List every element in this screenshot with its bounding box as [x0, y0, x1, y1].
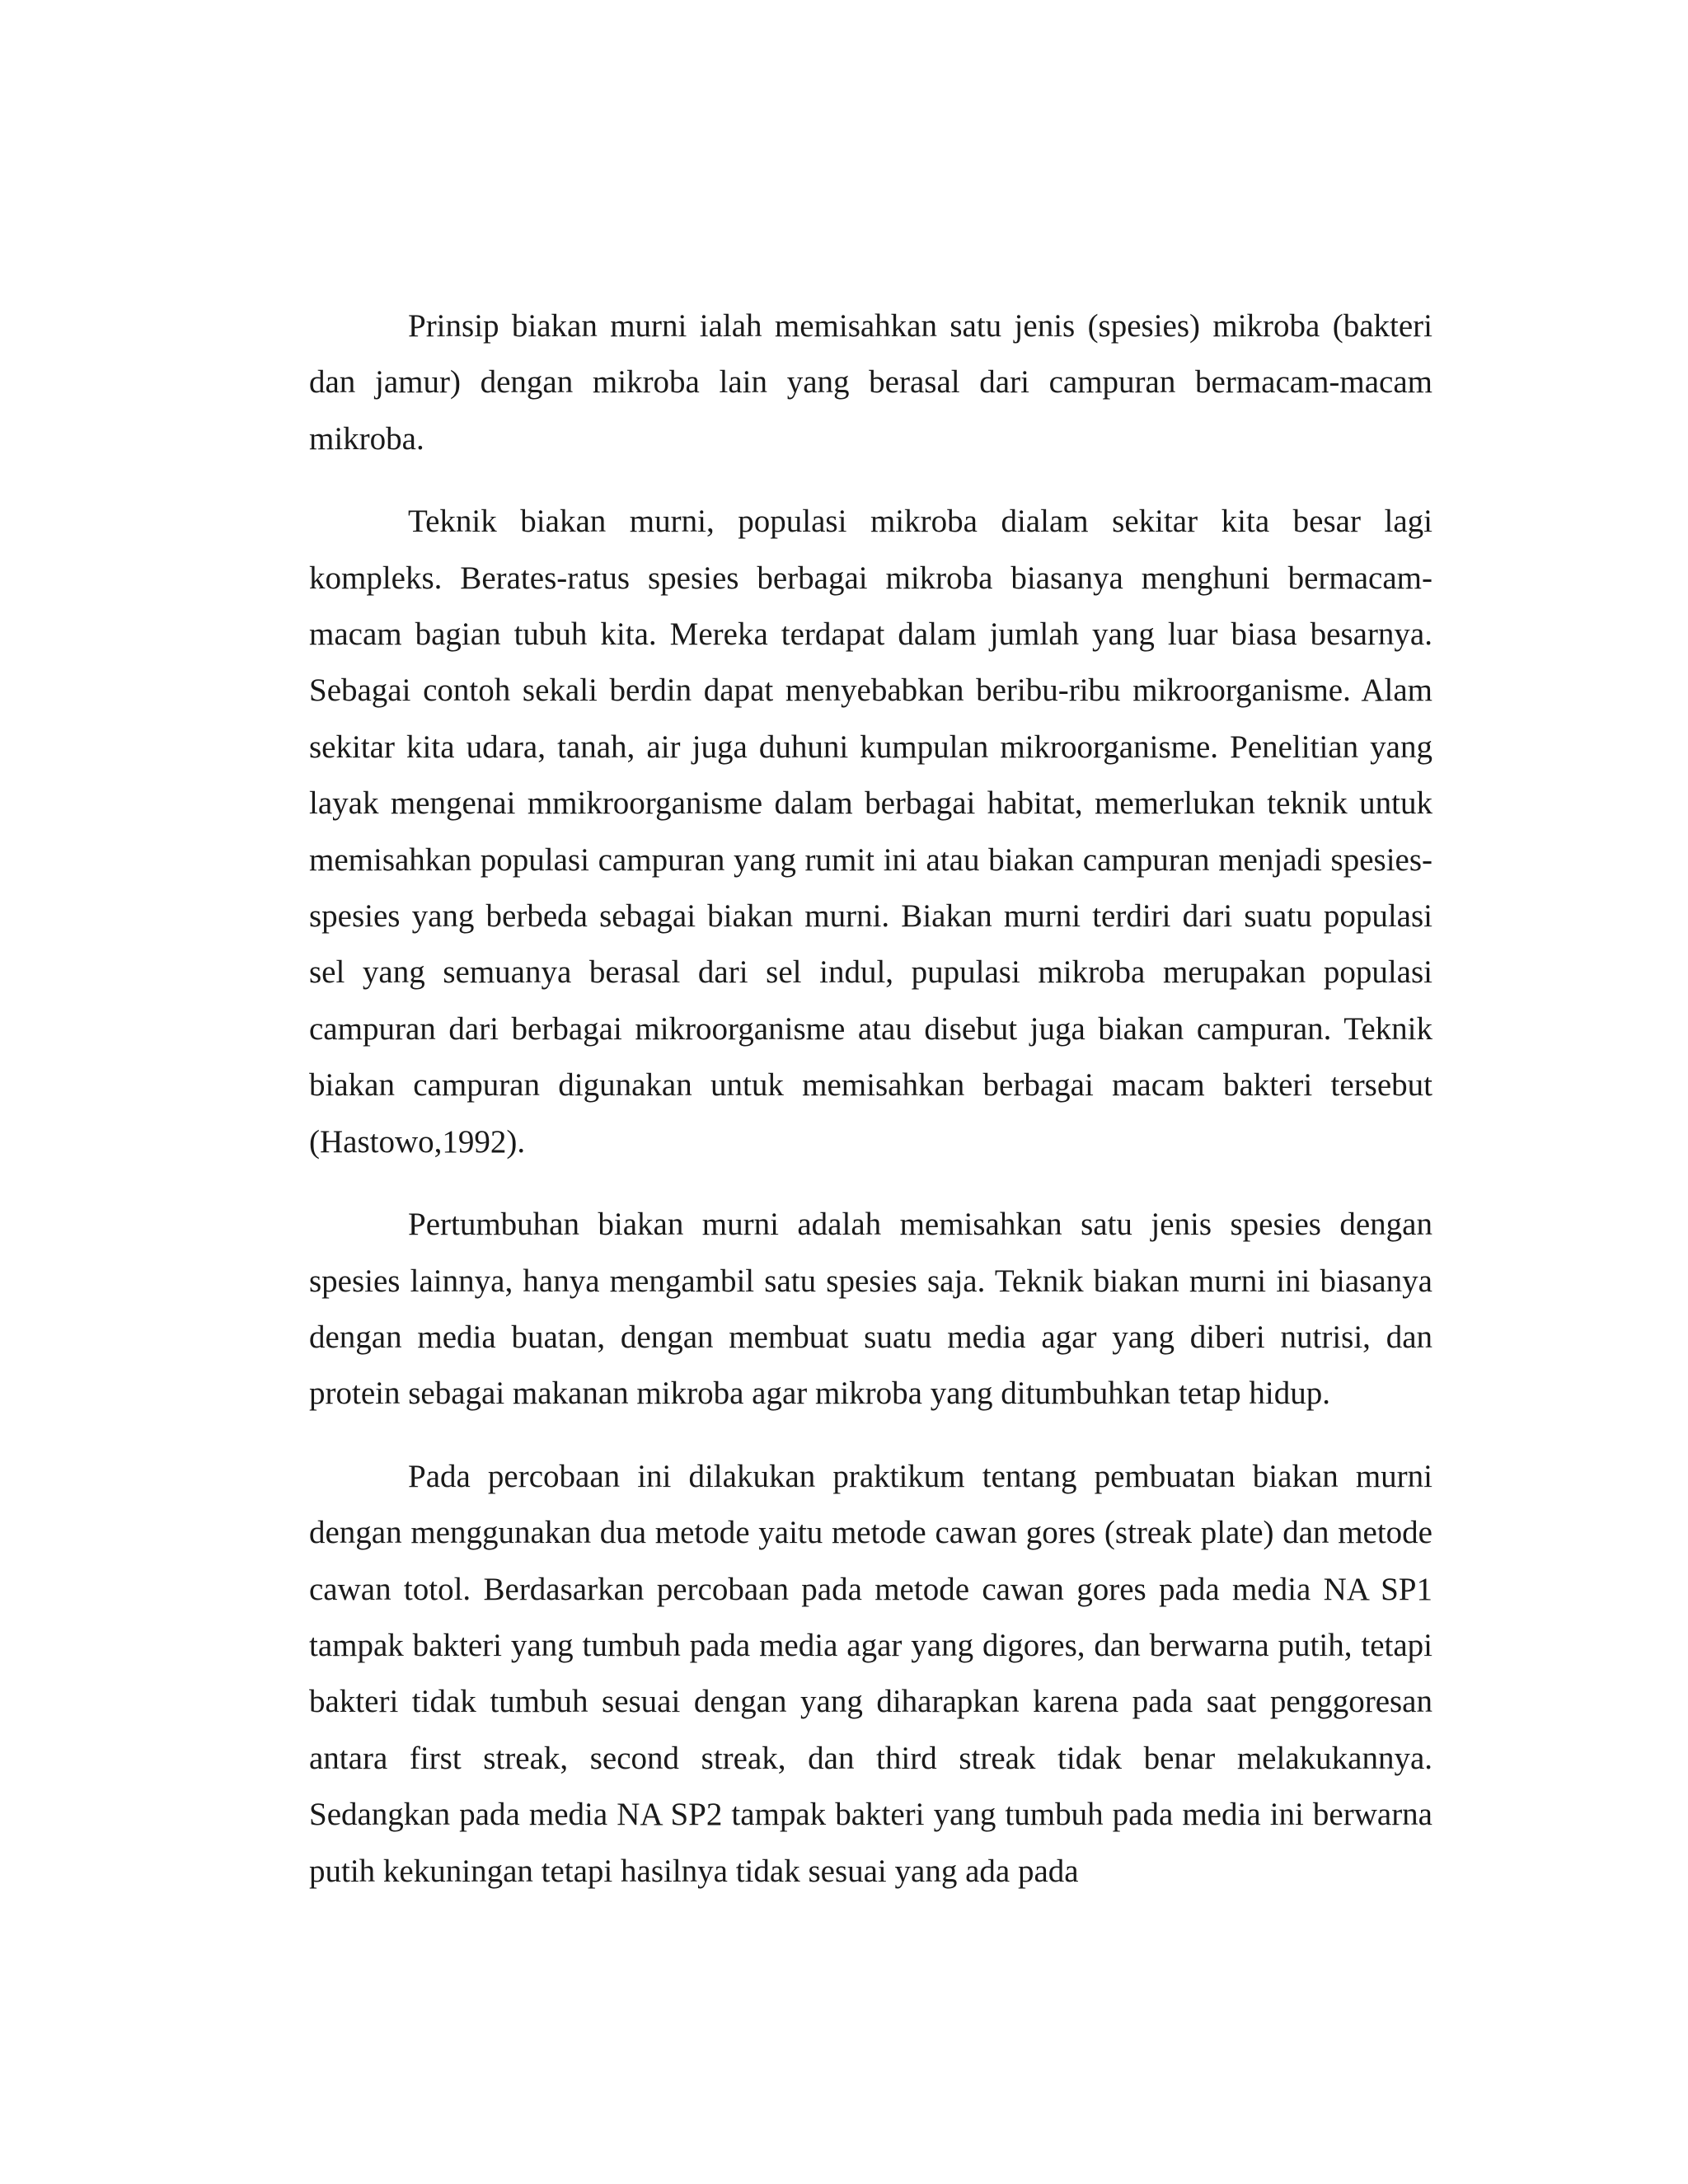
paragraph-2: Teknik biakan murni, populasi mikroba dialam sekitar kita besar lagi kompleks. Berates-ratus spesies berbagai mikroba biasanya menghuni bermacam-macam bagian tubuh kita. Mereka terdapat dalam jumlah yang luar biasa besarnya. Sebagai contoh sekali berdin dapat menyebabkan beribu-ribu mikroorganisme. Alam sekitar kita udara, tanah, air juga duhuni kumpulan mikroorganisme. Penelitian yang layak mengenai mmikroorganisme dalam berbagai habitat, memerlukan teknik untuk memisahkan populasi campuran yang rumit ini atau biakan campuran menjadi spesies-spesies yang berbeda sebagai biakan murni. Biakan murni terdiri dari suatu populasi sel yang semuanya berasal dari sel indul, pupulasi mikroba merupakan populasi campuran dari berbagai mikroorganisme atau disebut juga biakan campuran. Teknik biakan campuran digunakan untuk memisahkan berbagai macam bakteri tersebut (Hastowo,1992).	[309, 504, 1432, 1160]
document-body	[309, 298, 1432, 1900]
paragraph-3: Pertumbuhan biakan murni adalah memisahkan satu jenis spesies dengan spesies lainnya, hanya mengambil satu spesies saja. Teknik biakan murni ini biasanya dengan media buatan, dengan membuat suatu media agar yang diberi nutrisi, dan protein sebagai makanan mikroba agar mikroba yang ditumbuhkan tetap hidup.	[309, 1207, 1432, 1412]
paragraph-1: Prinsip biakan murni ialah memisahkan satu jenis (spesies) mikroba (bakteri dan jamur) dengan mikroba lain yang berasal dari campuran bermacam-macam mikroba.	[309, 308, 1432, 457]
paragraph-4: Pada percobaan ini dilakukan praktikum tentang pembuatan biakan murni dengan menggunakan dua metode yaitu metode cawan gores (streak plate) dan metode cawan totol. Berdasarkan percobaan pada metode cawan gores pada media NA SP1 tampak bakteri yang tumbuh pada media agar yang digores, dan berwarna putih, tetapi bakteri tidak tumbuh sesuai dengan yang diharapkan karena pada saat penggoresan antara first streak, second streak, dan third streak tidak benar melakukannya. Sedangkan pada media NA SP2 tampak bakteri yang tumbuh pada media ini berwarna putih kekuningan tetapi hasilnya tidak sesuai yang ada pada	[309, 1458, 1432, 1889]
